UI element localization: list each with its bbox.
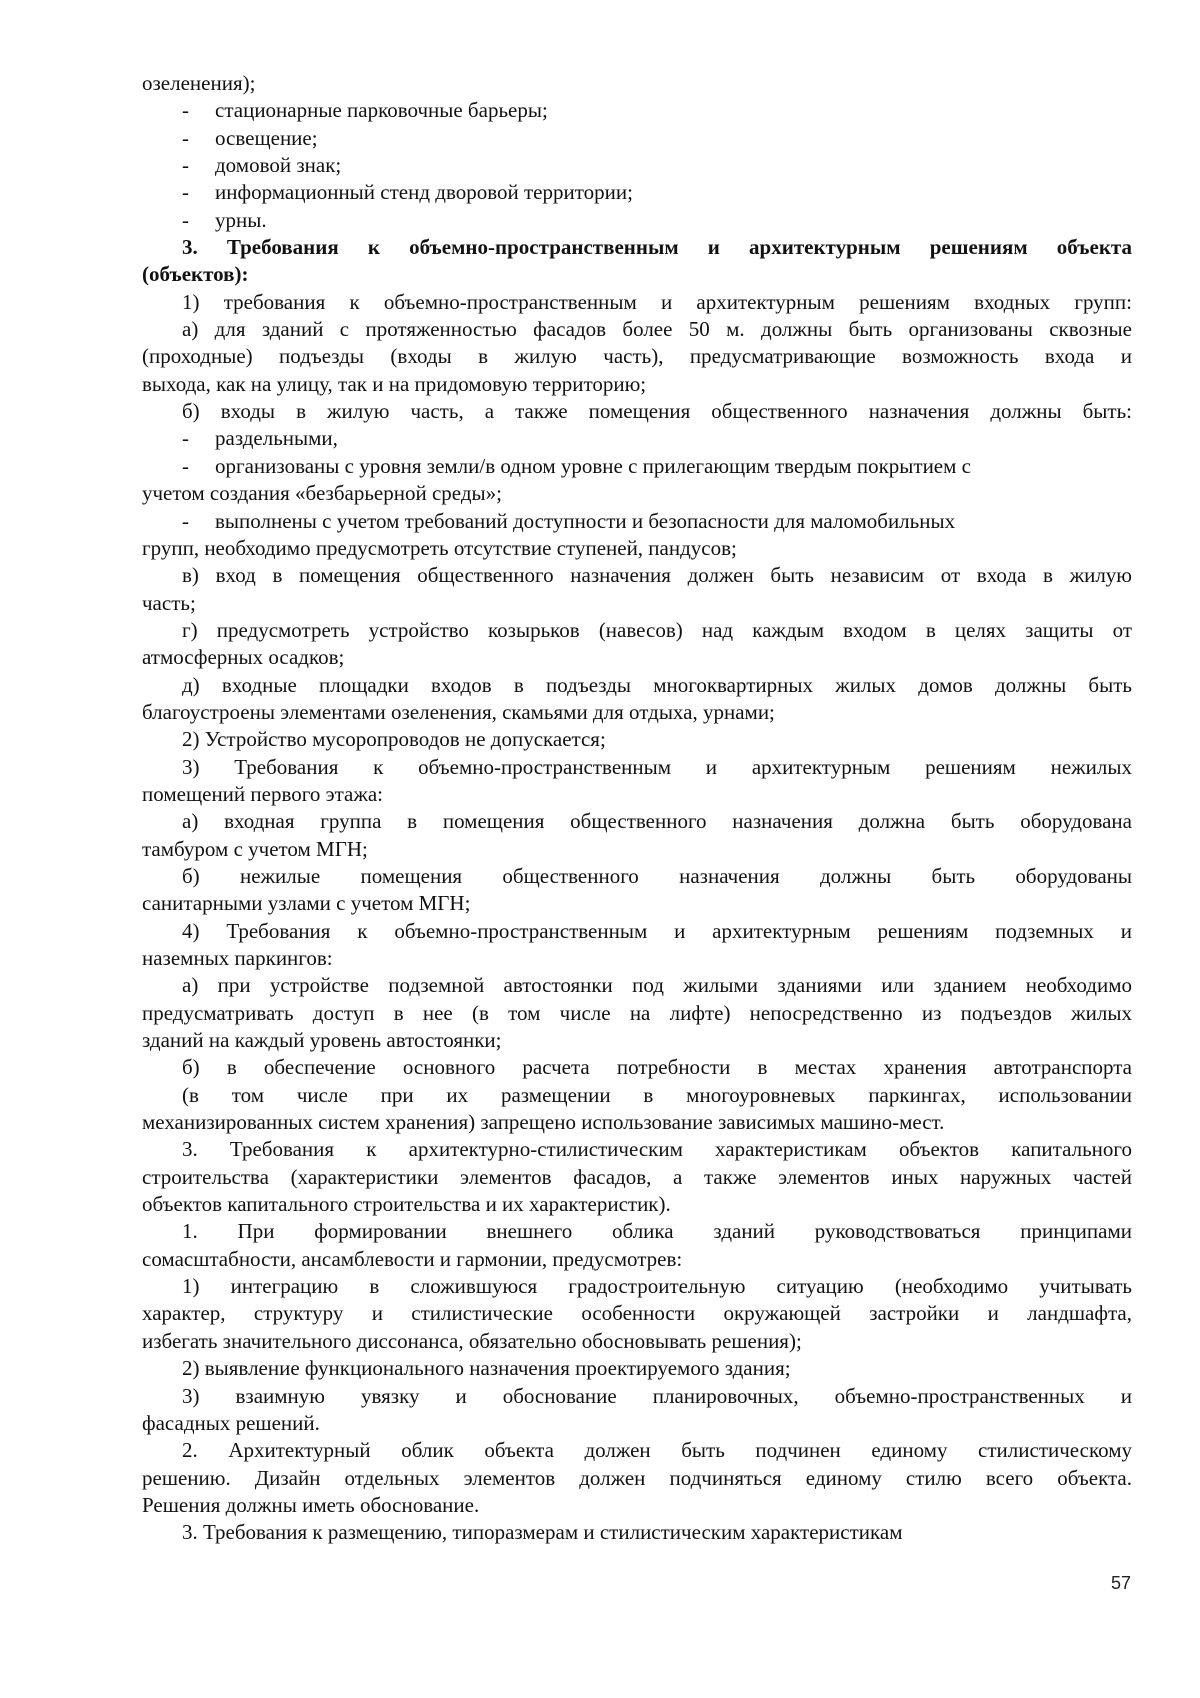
- text-line: б) в обеспечение основного расчета потребности в местах хранения автотранспорта: [182, 1055, 1132, 1080]
- text-line: озеленения);: [142, 71, 256, 95]
- text-line: г) предусмотреть устройство козырьков (навесов) над каждым входом в целях защиты от: [182, 617, 1132, 642]
- text-line: групп, необходимо предусмотреть отсутствие ступеней, пандусов;: [142, 535, 737, 560]
- list-item-text: урны.: [215, 207, 267, 232]
- text-line: 1) требования к объемно-пространственным и архитектурным решениям входных групп:: [182, 289, 1132, 314]
- text-line: атмосферных осадков;: [142, 645, 345, 670]
- text-line: предусматривать доступ в нее (в том числе на лифте) непосредственно из подъездов жилых: [142, 1000, 1132, 1025]
- text-line: механизированных систем хранения) запрещено использование зависимых машино-мест.: [142, 1110, 945, 1135]
- text-line: объектов капитального строительства и их характеристик).: [142, 1192, 671, 1217]
- text-line: 1. При формировании внешнего облика зданий руководствоваться принципами: [182, 1219, 1132, 1244]
- list-dash: -: [182, 153, 189, 178]
- text-line: в) вход в помещения общественного назначения должен быть независим от входа в жилую: [182, 563, 1132, 588]
- list-dash: -: [182, 125, 189, 150]
- text-line: строительства (характеристики элементов фасадов, а также элементов иных наружных частей: [142, 1164, 1132, 1189]
- section-heading: 3. Требования к объемно-пространственным и архитектурным решениям объекта: [182, 235, 1132, 260]
- text-line: Решения должны иметь обоснование.: [142, 1492, 480, 1517]
- text-line: а) входная группа в помещения общественного назначения должна быть оборудована: [182, 809, 1132, 834]
- text-line: д) входные площадки входов в подъезды многоквартирных жилых домов должны быть: [182, 672, 1132, 697]
- text-line: б) нежилые помещения общественного назначения должны быть оборудованы: [182, 863, 1132, 888]
- text-line: тамбуром с учетом МГН;: [142, 836, 368, 861]
- text-line: 3. Требования к архитектурно-стилистическим характеристикам объектов капитального: [182, 1137, 1132, 1162]
- page-number: 57: [1111, 1573, 1132, 1593]
- text-line: выхода, как на улицу, так и на придомовую территорию;: [142, 371, 647, 396]
- list-item-text: домовой знак;: [215, 153, 342, 178]
- text-line: (в том числе при их размещении в многоуровневых паркингах, использовании: [182, 1082, 1132, 1107]
- text-line: 1) интеграцию в сложившуюся градостроительную ситуацию (необходимо учитывать: [182, 1274, 1132, 1299]
- document-page: [142, 70, 1132, 1547]
- list-item: [142, 97, 1132, 124]
- text-line: 4) Требования к объемно-пространственным и архитектурным решениям подземных и: [182, 918, 1132, 943]
- list-item-text: выполнены с учетом требований доступности и безопасности для маломобильных: [215, 508, 956, 533]
- list-dash: -: [182, 453, 189, 478]
- text-line: часть;: [142, 590, 196, 615]
- list-item: [142, 508, 1132, 535]
- text-line: 3) Требования к объемно-пространственным и архитектурным решениям нежилых: [182, 754, 1132, 779]
- text-line: 3) взаимную увязку и обоснование планировочных, объемно-пространственных и: [182, 1383, 1132, 1408]
- text-line: наземных паркингов:: [142, 946, 333, 970]
- text-line: фасадных решений.: [142, 1410, 320, 1435]
- text-line: решению. Дизайн отдельных элементов должен подчиняться единому стилю всего объекта.: [142, 1465, 1132, 1490]
- list-dash: -: [182, 207, 189, 232]
- text-line: 2. Архитектурный облик объекта должен быть подчинен единому стилистическому: [182, 1438, 1132, 1463]
- list-item-text: стационарные парковочные барьеры;: [215, 98, 548, 123]
- list-item: [142, 152, 1132, 179]
- list-dash: -: [182, 426, 189, 451]
- list-item: [142, 207, 1132, 234]
- section-heading-continued: (объектов):: [142, 262, 249, 287]
- text-line: помещений первого этажа:: [142, 781, 384, 806]
- text-line: учетом создания «безбарьерной среды»;: [142, 481, 502, 506]
- list-item: [142, 125, 1132, 152]
- text-line: благоустроены элементами озеленения, скамьями для отдыха, урнами;: [142, 699, 775, 724]
- text-line: а) при устройстве подземной автостоянки под жилыми зданиями или зданием необходимо: [182, 973, 1132, 998]
- text-line: а) для зданий с протяженностью фасадов более 50 м. должны быть организованы сквозные: [182, 317, 1132, 342]
- text-line: б) входы в жилую часть, а также помещения общественного назначения должны быть:: [182, 399, 1132, 424]
- list-item-text: освещение;: [215, 125, 318, 150]
- list-item: [142, 453, 1132, 480]
- text-line: избегать значительного диссонанса, обязательно обосновывать решения);: [142, 1328, 802, 1353]
- list-dash: -: [182, 180, 189, 205]
- list-item: [142, 425, 1132, 452]
- text-line: зданий на каждый уровень автостоянки;: [142, 1028, 502, 1053]
- list-dash: -: [182, 98, 189, 123]
- list-dash: -: [182, 508, 189, 533]
- text-line: 2) Устройство мусоропроводов не допускается;: [182, 727, 606, 752]
- text-line: характер, структуру и стилистические особенности окружающей застройки и ландшафта,: [142, 1301, 1132, 1326]
- list-item-text: организованы с уровня земли/в одном уровне с прилегающим твердым покрытием с: [215, 453, 971, 478]
- list-item-text: информационный стенд дворовой территории;: [215, 180, 633, 205]
- text-line: 2) выявление функционального назначения проектируемого здания;: [182, 1356, 791, 1381]
- text-line: 3. Требования к размещению, типоразмерам и стилистическим характеристикам: [182, 1520, 903, 1545]
- list-item: [142, 179, 1132, 206]
- text-line: сомасштабности, ансамблевости и гармонии, предусмотрев:: [142, 1246, 683, 1271]
- list-item-text: раздельными,: [215, 426, 338, 451]
- text-line: (проходные) подъезды (входы в жилую часть), предусматривающие возможность входа и: [142, 344, 1132, 369]
- text-line: санитарными узлами с учетом МГН;: [142, 891, 471, 916]
